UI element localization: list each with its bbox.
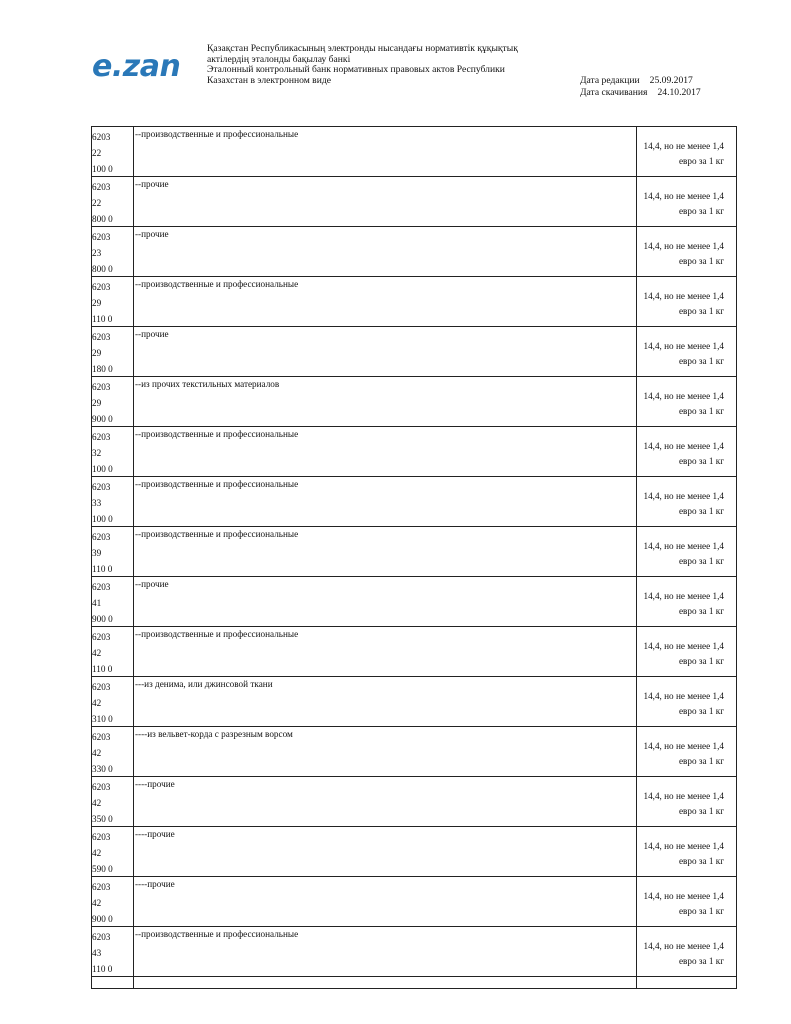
code-part: 32	[92, 448, 102, 458]
code-part: 33	[92, 498, 102, 508]
code-part: 100 0	[92, 164, 113, 174]
code-part: 110 0	[92, 314, 113, 324]
goods-description: ----из вельвет-корда с разрезным ворсом	[135, 729, 293, 739]
code-part: 800 0	[92, 264, 113, 274]
table-row	[92, 727, 736, 777]
duty-rate-line: 14,4, но не менее 1,4	[643, 491, 724, 501]
duty-rate	[638, 739, 724, 769]
duty-rate-line: евро за 1 кг	[678, 506, 724, 516]
duty-rate	[638, 289, 724, 319]
code-part: 6203	[92, 582, 111, 592]
commodity-code	[92, 579, 132, 627]
duty-rate-line: 14,4, но не менее 1,4	[643, 791, 724, 801]
goods-description: ----прочие	[135, 779, 175, 789]
duty-rate	[638, 889, 724, 919]
table-row	[92, 427, 736, 477]
code-part: 590 0	[92, 864, 113, 874]
commodity-code	[92, 179, 132, 227]
commodity-code	[92, 879, 132, 927]
code-part: 6203	[92, 932, 111, 942]
duty-rate-line: евро за 1 кг	[678, 856, 724, 866]
duty-rate-line: евро за 1 кг	[678, 706, 724, 716]
duty-rate-line: 14,4, но не менее 1,4	[643, 391, 724, 401]
duty-rate-line: евро за 1 кг	[678, 906, 724, 916]
duty-rate-line: 14,4, но не менее 1,4	[643, 541, 724, 551]
duty-rate	[638, 189, 724, 219]
code-part: 43	[92, 948, 102, 958]
table-row	[92, 677, 736, 727]
code-part: 42	[92, 648, 102, 658]
code-part: 180 0	[92, 364, 113, 374]
goods-description: ----прочие	[135, 879, 175, 889]
duty-rate-line: 14,4, но не менее 1,4	[643, 941, 724, 951]
document-header	[207, 44, 567, 86]
code-part: 6203	[92, 282, 111, 292]
code-part: 29	[92, 398, 102, 408]
code-part: 6203	[92, 782, 111, 792]
duty-rate-line: евро за 1 кг	[678, 456, 724, 466]
commodity-code	[92, 829, 132, 877]
code-part: 6203	[92, 232, 111, 242]
commodity-code	[92, 329, 132, 377]
commodity-code	[92, 129, 132, 177]
code-part: 42	[92, 898, 102, 908]
duty-rate-line: евро за 1 кг	[678, 656, 724, 666]
code-part: 900 0	[92, 614, 113, 624]
code-part: 42	[92, 698, 102, 708]
code-part: 6203	[92, 532, 111, 542]
header-line: Казахстан в электронном виде	[207, 74, 331, 86]
document-dates	[580, 75, 701, 99]
duty-rate-line: евро за 1 кг	[678, 206, 724, 216]
edition-date: 25.09.2017	[649, 75, 693, 86]
duty-rate-line: 14,4, но не менее 1,4	[643, 691, 724, 701]
duty-rate	[638, 639, 724, 669]
code-part: 310 0	[92, 714, 113, 724]
table-row	[92, 827, 736, 877]
code-part: 42	[92, 798, 102, 808]
table-row	[92, 627, 736, 677]
duty-rate	[638, 689, 724, 719]
code-part: 23	[92, 248, 102, 258]
table-row	[92, 927, 736, 977]
commodity-code	[92, 679, 132, 727]
duty-rate-line: евро за 1 кг	[678, 256, 724, 266]
code-part: 29	[92, 298, 102, 308]
header-line: Қазақстан Республикасының электронды нысандағы нормативтік құқықтық	[207, 43, 518, 54]
table-row	[92, 777, 736, 827]
duty-rate	[638, 389, 724, 419]
goods-description: --производственные и профессиональные	[135, 279, 299, 289]
header-line: Эталонный контрольный банк нормативных правовых актов Республики	[207, 64, 505, 76]
duty-rate-line: 14,4, но не менее 1,4	[643, 841, 724, 851]
edition-label: Дата редакции	[580, 75, 640, 86]
goods-description: --производственные и профессиональные	[135, 629, 299, 639]
code-part: 110 0	[92, 564, 113, 574]
code-part: 110 0	[92, 664, 113, 674]
duty-rate	[638, 239, 724, 269]
goods-description: --производственные и профессиональные	[135, 479, 299, 489]
duty-rate-line: 14,4, но не менее 1,4	[643, 441, 724, 451]
goods-description: --производственные и профессиональные	[135, 429, 299, 439]
goods-description: --прочие	[135, 179, 169, 189]
code-part: 6203	[92, 332, 111, 342]
goods-description: --прочие	[135, 579, 169, 589]
code-part: 22	[92, 148, 102, 158]
download-date-row	[580, 87, 701, 99]
duty-rate	[638, 139, 724, 169]
code-part: 900 0	[92, 414, 113, 424]
duty-rate	[638, 489, 724, 519]
code-part: 900 0	[92, 914, 113, 924]
commodity-code	[92, 729, 132, 777]
download-label: Дата скачивания	[580, 87, 648, 98]
goods-description: --прочие	[135, 329, 169, 339]
commodity-code	[92, 279, 132, 327]
duty-rate-line: 14,4, но не менее 1,4	[643, 191, 724, 201]
commodity-code	[92, 479, 132, 527]
code-part: 22	[92, 198, 102, 208]
code-part: 100 0	[92, 514, 113, 524]
commodity-code	[92, 779, 132, 827]
duty-rate	[638, 789, 724, 819]
code-part: 6203	[92, 182, 111, 192]
code-part: 330 0	[92, 764, 113, 774]
duty-rate-line: евро за 1 кг	[678, 606, 724, 616]
table-row	[92, 377, 736, 427]
header-line: актілердің эталонды бақылау банкі	[207, 53, 351, 65]
download-date: 24.10.2017	[657, 87, 701, 98]
duty-rate-line: 14,4, но не менее 1,4	[643, 641, 724, 651]
code-part: 6203	[92, 732, 111, 742]
duty-rate	[638, 589, 724, 619]
commodity-code	[92, 529, 132, 577]
code-part: 6203	[92, 482, 111, 492]
commodity-code	[92, 629, 132, 677]
code-part: 6203	[92, 682, 111, 692]
goods-description: --производственные и профессиональные	[135, 929, 299, 939]
commodity-code	[92, 379, 132, 427]
duty-rate	[638, 839, 724, 869]
duty-rate-line: евро за 1 кг	[678, 356, 724, 366]
table-row	[92, 527, 736, 577]
duty-rate	[638, 539, 724, 569]
goods-description: ---из денима, или джинсовой ткани	[135, 679, 273, 689]
table-row	[92, 127, 736, 177]
table-row	[92, 577, 736, 627]
commodity-code	[92, 429, 132, 477]
code-part: 110 0	[92, 964, 113, 974]
table-row	[92, 877, 736, 927]
duty-rate	[638, 939, 724, 969]
goods-description: ----прочие	[135, 829, 175, 839]
duty-rate-line: 14,4, но не менее 1,4	[643, 241, 724, 251]
goods-description: --из прочих текстильных материалов	[135, 379, 280, 389]
duty-rate-line: евро за 1 кг	[678, 406, 724, 416]
duty-rate-line: евро за 1 кг	[678, 306, 724, 316]
commodity-code	[92, 929, 132, 977]
duty-rate-line: евро за 1 кг	[678, 956, 724, 966]
code-part: 6203	[92, 882, 111, 892]
duty-rate	[638, 439, 724, 469]
duty-rate-line: 14,4, но не менее 1,4	[643, 741, 724, 751]
duty-rate-line: 14,4, но не менее 1,4	[643, 141, 724, 151]
table-row	[92, 227, 736, 277]
code-part: 6203	[92, 132, 111, 142]
code-part: 100 0	[92, 464, 113, 474]
tariff-table	[91, 126, 737, 989]
duty-rate-line: 14,4, но не менее 1,4	[643, 891, 724, 901]
code-part: 41	[92, 598, 102, 608]
code-part: 6203	[92, 832, 111, 842]
code-part: 800 0	[92, 214, 113, 224]
duty-rate-line: евро за 1 кг	[678, 556, 724, 566]
duty-rate-line: евро за 1 кг	[678, 806, 724, 816]
code-part: 6203	[92, 632, 111, 642]
duty-rate-line: 14,4, но не менее 1,4	[643, 291, 724, 301]
table-row	[92, 327, 736, 377]
table-row	[92, 477, 736, 527]
code-part: 42	[92, 748, 102, 758]
ezan-logo: e.zan	[92, 49, 181, 84]
code-part: 29	[92, 348, 102, 358]
goods-description: --производственные и профессиональные	[135, 129, 299, 139]
edition-date-row	[580, 75, 701, 87]
code-part: 6203	[92, 382, 111, 392]
code-part: 6203	[92, 432, 111, 442]
duty-rate-line: евро за 1 кг	[678, 156, 724, 166]
code-part: 39	[92, 548, 102, 558]
duty-rate	[638, 339, 724, 369]
code-part: 42	[92, 848, 102, 858]
table-row	[92, 177, 736, 227]
goods-description: --производственные и профессиональные	[135, 529, 299, 539]
duty-rate-line: 14,4, но не менее 1,4	[643, 341, 724, 351]
commodity-code	[92, 229, 132, 277]
duty-rate-line: 14,4, но не менее 1,4	[643, 591, 724, 601]
code-part: 350 0	[92, 814, 113, 824]
duty-rate-line: евро за 1 кг	[678, 756, 724, 766]
goods-description: --прочие	[135, 229, 169, 239]
table-row	[92, 277, 736, 327]
